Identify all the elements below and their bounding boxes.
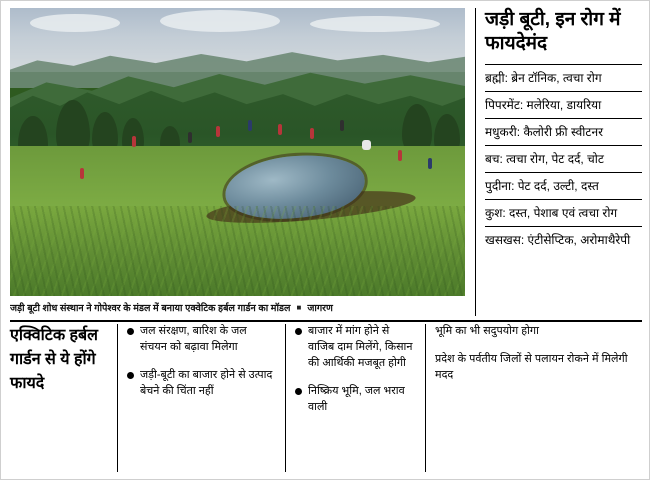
grass-texture <box>10 206 465 296</box>
list-item <box>127 368 276 400</box>
herb-list <box>485 64 642 253</box>
person <box>188 132 192 143</box>
photo-credit: जागरण <box>307 302 333 314</box>
person <box>340 120 344 131</box>
herb-item: बच: त्वचा रोग, पेट दर्द, चोट <box>485 145 642 172</box>
photo-caption <box>10 298 465 316</box>
benefits-column-2 <box>286 324 426 472</box>
person <box>80 168 84 179</box>
benefits-column-1 <box>118 324 286 472</box>
person <box>398 150 402 161</box>
person <box>428 158 432 169</box>
bullet-icon <box>295 388 302 395</box>
benefits-section <box>10 324 642 472</box>
person <box>362 140 371 150</box>
person <box>310 128 314 139</box>
herb-item: मधुकरी: कैलोरी फ्री स्वीटनर <box>485 118 642 145</box>
herb-item: खसखस: एंटीसेप्टिक, अरोमाथैरेपी <box>485 226 642 253</box>
photo-column <box>10 8 465 316</box>
caption-text: जड़ी बूटी शोध संस्थान ने गोपेश्वर के मंडल में बनाया एक्वेटिक हर्बल गार्डन का मॉडल <box>10 302 291 314</box>
cloud <box>310 16 440 32</box>
person <box>278 124 282 135</box>
bullet-icon <box>127 372 134 379</box>
aquatic-herbal-garden-photo <box>10 8 465 296</box>
list-item <box>295 384 416 416</box>
bullet-text: जड़ी-बूटी का बाजार होने से उत्पाद बेचने की चिंता नहीं <box>140 368 273 397</box>
list-item <box>127 324 276 356</box>
herb-benefits-panel <box>475 8 642 316</box>
top-section <box>10 8 642 316</box>
bullet-text: प्रदेश के पर्वतीय जिलों से पलायन रोकने में मिलेगी मदद <box>435 352 628 381</box>
benefits-column-3 <box>426 324 642 472</box>
bullet-text: भूमि का भी सदुपयोग होगा <box>435 325 539 337</box>
herb-item: कुश: दस्त, पेशाब एवं त्वचा रोग <box>485 199 642 226</box>
benefits-heading: एक्विटिक हर्बल गार्डन से ये होंगे फायदे <box>10 324 118 472</box>
list-item <box>295 324 416 372</box>
horizontal-divider <box>10 320 642 322</box>
cloud <box>160 10 280 32</box>
bullet-text: बाजार में मांग होने से वाजिब दाम मिलेंगे, किसान की आर्थिकी मजबूत होगी <box>308 325 413 369</box>
caption-separator: ■ <box>296 302 302 312</box>
herb-item: ब्रह्मी: ब्रेन टॉनिक, त्वचा रोग <box>485 64 642 91</box>
person <box>248 120 252 131</box>
person <box>216 126 220 137</box>
cloud <box>30 14 120 32</box>
bullet-text: निष्क्रिय भूमि, जल भराव वाली <box>308 384 405 413</box>
bullet-text: जल संरक्षण, बारिश के जल संचयन को बढ़ावा मिलेगा <box>140 325 247 353</box>
herb-item: पुदीना: पेट दर्द, उल्टी, दस्त <box>485 172 642 199</box>
list-item <box>435 324 633 340</box>
panel-title: जड़ी बूटी, इन रोग में फायदेमंद <box>485 9 621 54</box>
person <box>132 136 136 147</box>
list-item <box>435 352 633 384</box>
herb-item: पिपरमेंट: मलेरिया, डायरिया <box>485 91 642 118</box>
bullet-icon <box>295 328 302 335</box>
bullet-icon <box>127 328 134 335</box>
